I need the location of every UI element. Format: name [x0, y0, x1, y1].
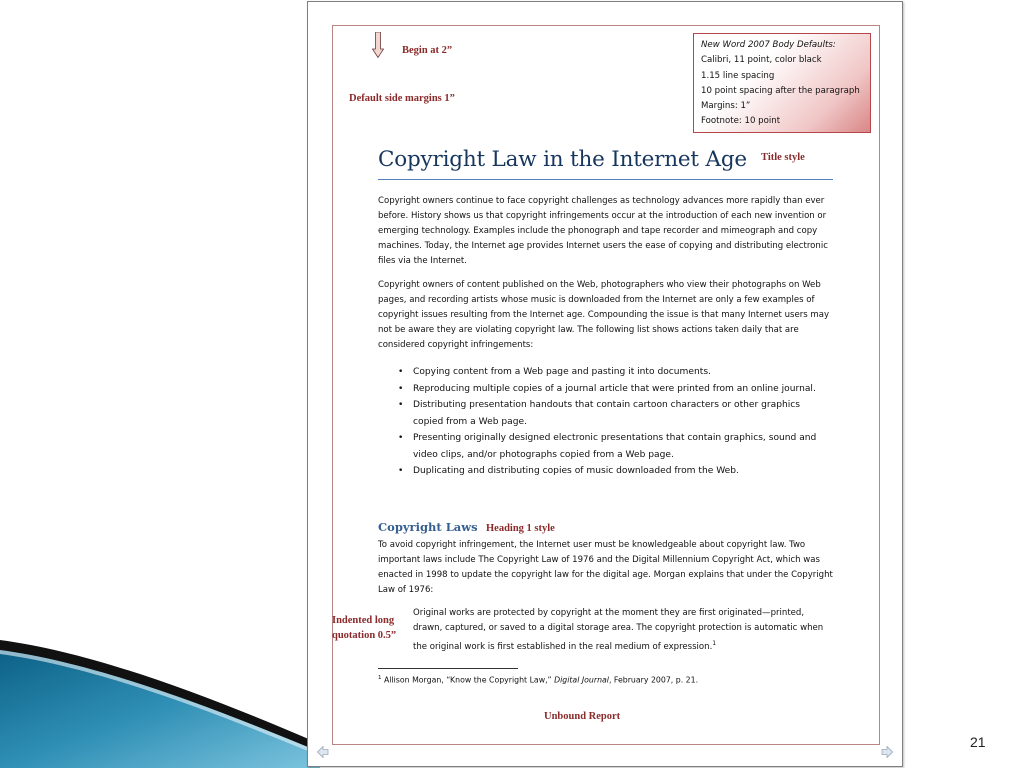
footnote-tail: , February 2007, p. 21.: [608, 675, 699, 685]
callout-indent-line1: Indented long: [332, 615, 395, 626]
footnote-mark: 1: [378, 675, 382, 681]
defaults-line: 1.15 line spacing: [701, 70, 775, 81]
callout-side-margins: Default side margins 1”: [349, 93, 455, 104]
paragraph-2: Copyright owners of content published on the Web, photographers who view their photographs on Web pages, and recording artists whose music is downloaded from the Internet are only a few examples of copyright issues resulting from the Internet age. Compounding the issue is that many Internet users may not be aware they are violating copyright law. The following list shows actions taken daily that are considered copyright infringements:: [378, 280, 830, 350]
heading-copyright-laws: Copyright Laws: [378, 520, 478, 534]
footnote-journal: Digital Journal: [554, 675, 609, 685]
paragraph-1: Copyright owners continue to face copyright challenges as technology advances more rapidly than ever before. History shows us that copyright infringements occur at the introduction of each new invention or emerging technology. Examples include the phonograph and tape recorder and mimeograph and copy machines. Today, the Internet age provides Internet users the ease of copying and distributing electronic files via the Internet.: [378, 196, 828, 266]
down-arrow-icon: [372, 32, 384, 58]
quote-footnote-ref[interactable]: 1: [712, 640, 717, 647]
prev-arrow-icon[interactable]: [317, 746, 329, 758]
footnote: [378, 675, 698, 685]
infringement-list: [398, 364, 828, 480]
footnote-text: Allison Morgan, “Know the Copyright Law,”: [381, 675, 555, 685]
decorative-swoosh: [0, 640, 320, 768]
list-item: • Reproducing multiple copies of a journal article that were printed from an online journal.: [398, 381, 828, 398]
list-item: • Duplicating and distributing copies of music downloaded from the Web.: [398, 463, 828, 480]
list-item: • Presenting originally designed electronic presentations that contain graphics, sound and video clips, and/or photographs copied from a Web page.: [398, 430, 828, 463]
defaults-line: 10 point spacing after the paragraph: [701, 85, 860, 96]
defaults-line: Footnote: 10 point: [701, 116, 781, 127]
defaults-line: Calibri, 11 point, color black: [701, 55, 822, 66]
list-item: • Distributing presentation handouts that contain cartoon characters or other graphics copied from a Web page.: [398, 397, 828, 430]
slide-number: 21: [970, 734, 986, 750]
list-item: • Copying content from a Web page and pasting it into documents.: [398, 364, 828, 381]
footnote-separator: [378, 668, 518, 669]
callout-title-style: Title style: [761, 152, 805, 163]
document-page: [307, 1, 903, 767]
callout-heading1-style: Heading 1 style: [486, 523, 555, 534]
quote-text: Original works are protected by copyright at the moment they are first originated—printed, drawn, captured, or saved to a digital storage area. The copyright protection is automatic when the original work is first established in the real medium of expression.: [413, 608, 824, 652]
callout-indented-quote: [332, 613, 396, 643]
callout-indent-line2: quotation 0.5”: [332, 630, 397, 641]
callout-begin: Begin at 2”: [402, 45, 453, 56]
defaults-box: [693, 33, 871, 133]
defaults-line: Margins: 1”: [701, 101, 751, 112]
document-title: Copyright Law in the Internet Age: [378, 147, 747, 172]
paragraph-3: To avoid copyright infringement, the Internet user must be knowledgeable about copyright law. Two important laws include The Copyright Law of 1976 and the Digital Millennium Copyright Act, which was enacted in 1998 to update the copyright law for the digital age. Morgan explains that under the Copyright Law of 1976:: [378, 540, 833, 595]
callout-unbound-report: Unbound Report: [544, 711, 621, 722]
next-arrow-icon[interactable]: [881, 746, 893, 758]
long-quotation: [413, 606, 833, 655]
defaults-box-header: New Word 2007 Body Defaults:: [701, 40, 836, 50]
title-underline: [378, 179, 833, 180]
